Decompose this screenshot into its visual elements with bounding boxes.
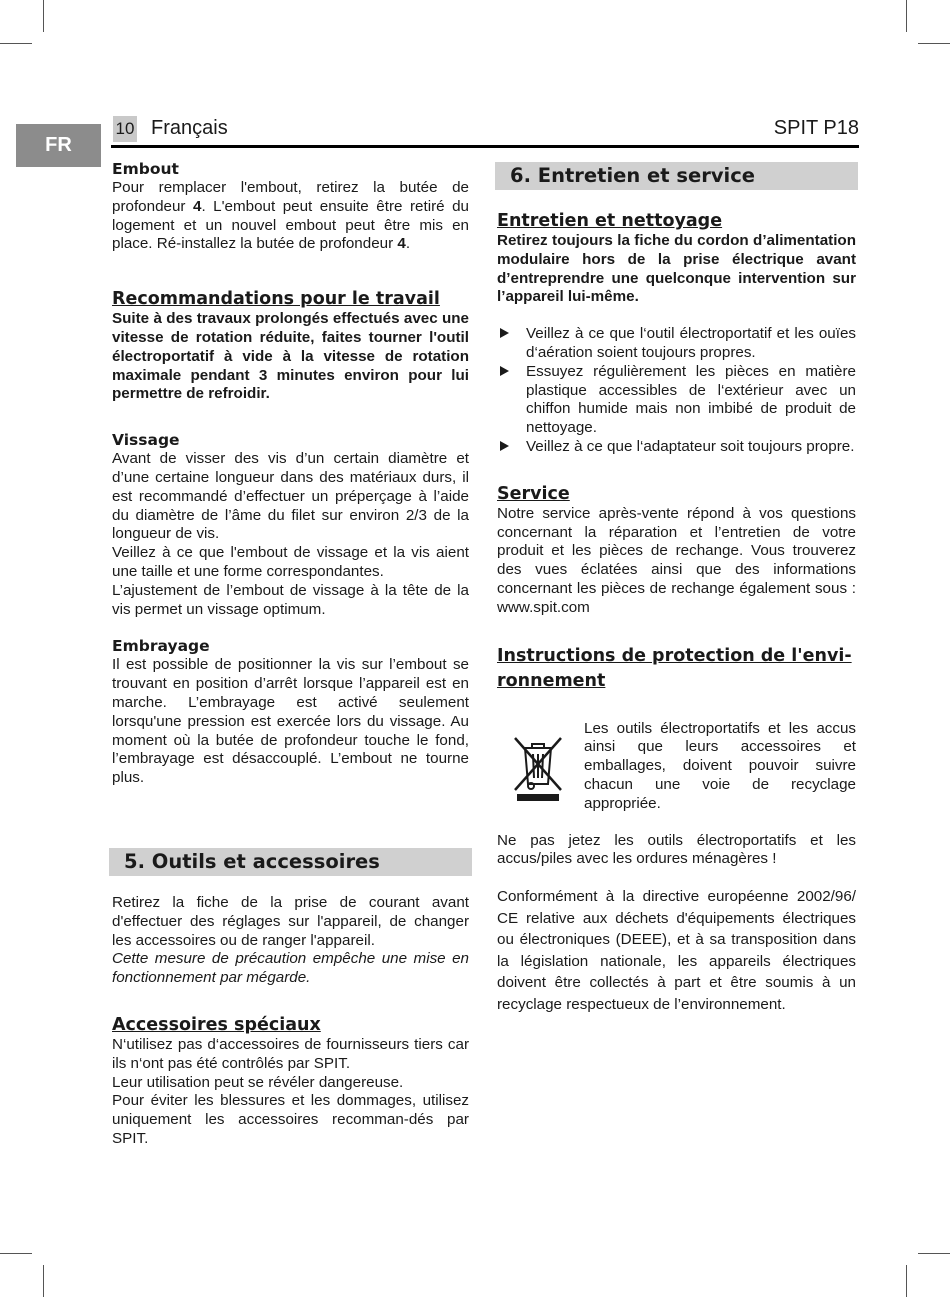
crop-mark bbox=[43, 1265, 44, 1297]
service-heading: Service bbox=[497, 483, 570, 504]
bullet-arrow-icon bbox=[500, 366, 509, 376]
accessoires-paragraph: Leur utilisation peut se révéler dangereuse. bbox=[112, 1073, 404, 1091]
environment-heading: Instructions de protection de l'envi-ronnement bbox=[497, 645, 852, 691]
accessoires-paragraph: Pour éviter les blessures et les dommages, utilisez uniquement les accessoires recomman-dés par SPIT. bbox=[112, 1092, 469, 1147]
section-6-heading: 6. Entretien et service bbox=[495, 162, 858, 190]
crop-mark bbox=[0, 43, 32, 44]
vissage-paragraph: Veillez à ce que l'embout de vissage et la vis aient une taille et une forme correspondantes. bbox=[112, 544, 469, 580]
directive-paragraph: Conformément à la directive européenne 2002/96/ CE relative aux déchets d'équipements électriques ou électroniques (DEEE), et à sa transposition dans la législation nationale, les appareils électriques doivent être collectés à part et être soumis à un recyclage respectueux de l’environnement. bbox=[497, 888, 856, 1013]
weee-block bbox=[497, 720, 856, 816]
embout-heading: Embout bbox=[112, 160, 179, 178]
page-header bbox=[111, 114, 859, 148]
entretien-heading: Entretien et nettoyage bbox=[497, 211, 723, 231]
vissage-heading: Vissage bbox=[112, 431, 180, 450]
embrayage-heading: Embrayage bbox=[112, 637, 210, 656]
crop-mark bbox=[906, 1265, 907, 1297]
crop-mark bbox=[0, 1253, 32, 1254]
language-label: Français bbox=[151, 117, 228, 139]
environment-paragraph: Ne pas jetez les outils électroportatifs et les accus/piles avec les ordures ménagères ! bbox=[497, 831, 856, 868]
vissage-paragraph: L’ajustement de l’embout de vissage à la tête de la vis permet un vissage optimum. bbox=[112, 581, 469, 618]
section-5-italic-note: Cette mesure de précaution empêche une mise en fonctionnement par mégarde. bbox=[112, 950, 469, 987]
list-item: Veillez à ce que l‘outil électroportatif et les ouïes d‘aération soient toujours propres. bbox=[497, 325, 856, 363]
list-item: Veillez à ce que l‘adaptateur soit toujours propre. bbox=[497, 438, 856, 457]
vissage-paragraph: Avant de visser des vis d’un certain diamètre et d’une certaine longueur dans des matériaux durs, il est recommandé d’effectuer un préperçage à l’aide du diamètre de l’âme du filet sur environ 2/3 de la longueur de vis. bbox=[112, 450, 469, 543]
bullet-arrow-icon bbox=[500, 441, 509, 451]
embout-paragraph: Pour remplacer l'embout, retirez la butée de profondeur 4. L'embout peut ensuite être retiré du logement et un nouvel embout peut être mis en place. Ré-installez la butée de profondeur 4. bbox=[112, 179, 469, 253]
crossed-bin-icon bbox=[513, 734, 563, 802]
embrayage-paragraph: Il est possible de positionner la vis sur l’embout se trouvant en position d’arrêt lorsque l’appareil est en marche. L’embrayage est activé seulement lorsqu'une pression est exercée lors du vissage. Au moment où la butée de profondeur touche le fond, l’embrayage est désaccouplé. L’embout ne tourne plus. bbox=[112, 656, 469, 787]
section-5-heading: 5. Outils et accessoires bbox=[109, 848, 472, 876]
right-column bbox=[497, 210, 856, 1015]
page-number: 10 bbox=[113, 116, 137, 142]
entretien-paragraph: Retirez toujours la fiche du cordon d’alimentation modulaire hors de la prise électrique avant d’entreprendre une quelconque intervention sur l’appareil lui-même. bbox=[497, 232, 856, 306]
list-item: Essuyez régulièrement les pièces en matière plastique accessibles de l‘extérieur avec un chiffon humide mais non imbibé de produit de nettoyage. bbox=[497, 363, 856, 438]
maintenance-list bbox=[497, 325, 856, 457]
bullet-arrow-icon bbox=[500, 328, 509, 338]
accessoires-paragraph: N‘utilisez pas d‘accessoires de fournisseurs tiers car ils n‘ont pas été contrôlés par SPIT. bbox=[112, 1035, 469, 1072]
recommandations-heading: Recommandations pour le travail bbox=[112, 289, 440, 310]
language-tab: FR bbox=[16, 124, 101, 167]
crop-mark bbox=[43, 0, 44, 32]
left-column bbox=[112, 160, 469, 788]
crop-mark bbox=[906, 0, 907, 32]
weee-paragraph: Les outils électroportatifs et les accus ainsi que leurs accessoires et emballages, doivent pouvoir suivre chacun une voie de recyclage appropriée. bbox=[584, 719, 856, 812]
service-paragraph: Notre service après-vente répond à vos questions concernant la réparation et l’entretien de votre produit et les pièces de rechange. Vous trouverez des vues éclatées ainsi que des informations concernant les pièces de rechange également sous : www.spit.com bbox=[497, 504, 856, 616]
accessoires-heading: Accessoires spéciaux bbox=[112, 1014, 321, 1035]
model-name: SPIT P18 bbox=[773, 117, 859, 139]
section-5-paragraph: Retirez la fiche de la prise de courant avant d'effectuer des réglages sur l'appareil, de changer les accessoires ou de ranger l'appareil. bbox=[112, 894, 469, 949]
left-column-lower bbox=[112, 894, 469, 1149]
crop-mark bbox=[918, 43, 950, 44]
recommandations-paragraph: Suite à des travaux prolongés effectués avec une vitesse de rotation réduite, faites tourner l'outil électroportatif à vide à la vitesse de rotation maximale pendant 3 minutes environ pour lui permettre de refroidir. bbox=[112, 310, 469, 403]
crop-mark bbox=[918, 1253, 950, 1254]
